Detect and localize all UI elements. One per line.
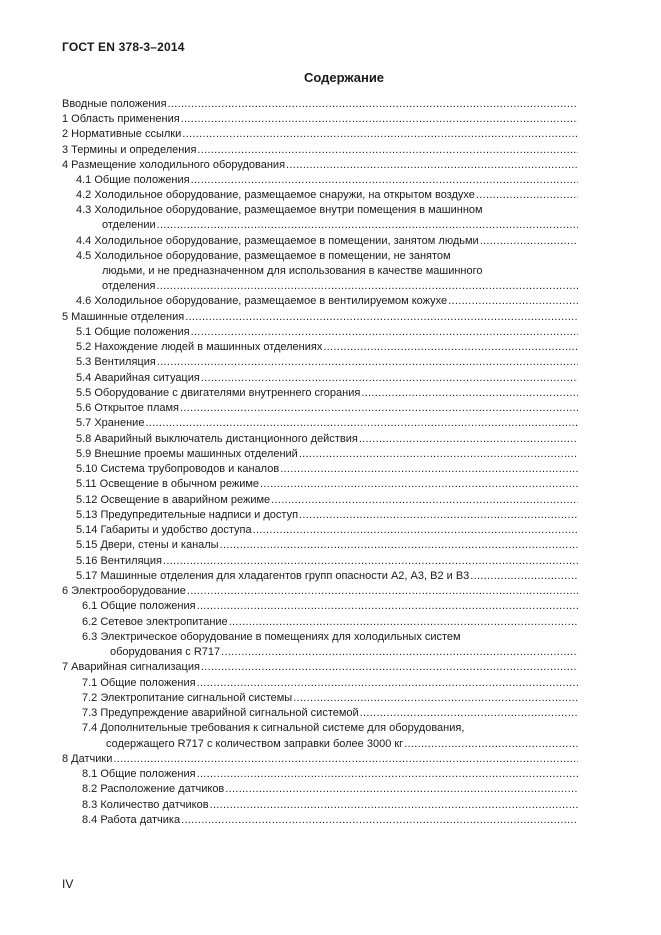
toc-entry-4-5[interactable]: отделения .....	[102, 279, 578, 294]
toc-entry-4-6[interactable]: 4.6 Холодильное оборудование, размещаемое в вентилируемом кожухе .....	[76, 294, 578, 309]
toc-entry-6[interactable]: 6 Электрооборудование .....	[62, 584, 578, 599]
toc-entry-5-1[interactable]: 5.1 Общие положения .....	[76, 325, 578, 340]
toc-entry-5-5[interactable]: 5.5 Оборудование с двигателями внутреннего сгорания .....	[76, 386, 578, 401]
toc-entry-5-6[interactable]: 5.6 Открытое пламя .....	[76, 401, 578, 416]
toc-entry-8-1[interactable]: 8.1 Общие положения .....	[82, 767, 578, 782]
toc-entry-intro[interactable]: Вводные положения .....	[62, 97, 578, 112]
toc-entry-7-4[interactable]: содержащего R717 с количеством заправки более 3000 кг .....	[106, 737, 578, 752]
toc-entry-4-3-line1[interactable]: 4.3 Холодильное оборудование, размещаемое внутри помещения в машинном	[76, 204, 483, 216]
toc-entry-5-3[interactable]: 5.3 Вентиляция .....	[76, 355, 578, 370]
toc-entry-5-7[interactable]: 5.7 Хранение .....	[76, 416, 578, 431]
page-number: IV	[62, 877, 74, 891]
toc-entry-5-8[interactable]: 5.8 Аварийный выключатель дистанционного действия .....	[76, 432, 578, 447]
toc-entry-4-4[interactable]: 4.4 Холодильное оборудование, размещаемое в помещении, занятом людьми .....	[76, 234, 578, 249]
toc-entry-5-2[interactable]: 5.2 Нахождение людей в машинных отделениях .....	[76, 340, 578, 355]
toc-entry-4[interactable]: 4 Размещение холодильного оборудования .....	[62, 158, 578, 173]
toc-entry-3[interactable]: 3 Термины и определения .....	[62, 143, 578, 158]
toc-entry-5-17[interactable]: 5.17 Машинные отделения для хладагентов групп опасности А2, А3, В2 и В3 .....	[76, 569, 578, 584]
toc-entry-5-15[interactable]: 5.15 Двери, стены и каналы .....	[76, 538, 578, 553]
toc-entry-5[interactable]: 5 Машинные отделения .....	[62, 310, 578, 325]
document-code: ГОСТ EN 378-3–2014	[62, 40, 185, 54]
toc-entry-5-12[interactable]: 5.12 Освещение в аварийном режиме .....	[76, 493, 578, 508]
toc-entry-5-4[interactable]: 5.4 Аварийная ситуация .....	[76, 371, 578, 386]
toc-entry-4-2[interactable]: 4.2 Холодильное оборудование, размещаемое снаружи, на открытом воздухе .....	[76, 188, 578, 203]
toc-entry-2[interactable]: 2 Нормативные ссылки .....	[62, 127, 578, 142]
toc-entry-6-2[interactable]: 6.2 Сетевое электропитание .....	[82, 615, 578, 630]
toc-entry-7[interactable]: 7 Аварийная сигнализация .....	[62, 660, 578, 675]
toc-entry-7-4-line1[interactable]: 7.4 Дополнительные требования к сигнальной системе для оборудования,	[82, 722, 465, 734]
toc-entry-5-16[interactable]: 5.16 Вентиляция .....	[76, 554, 578, 569]
toc-entry-8-3[interactable]: 8.3 Количество датчиков .....	[82, 798, 578, 813]
toc-entry-4-5-line2[interactable]: людьми, и не предназначенном для использования в качестве машинного	[102, 265, 483, 277]
toc-entry-4-1[interactable]: 4.1 Общие положения .....	[76, 173, 578, 188]
toc-entry-5-10[interactable]: 5.10 Система трубопроводов и каналов .....	[76, 462, 578, 477]
toc-entry-4-3[interactable]: отделении .....	[102, 218, 578, 233]
toc-entry-4-5-line1[interactable]: 4.5 Холодильное оборудование, размещаемое в помещении, не занятом	[76, 250, 451, 262]
toc-entry-7-1[interactable]: 7.1 Общие положения .....	[82, 676, 578, 691]
toc-entry-6-3-line1[interactable]: 6.3 Электрическое оборудование в помещениях для холодильных систем	[82, 631, 461, 643]
toc-entry-8-2[interactable]: 8.2 Расположение датчиков .....	[82, 782, 578, 797]
toc-entry-5-13[interactable]: 5.13 Предупредительные надписи и доступ .....	[76, 508, 578, 523]
toc-entry-5-9[interactable]: 5.9 Внешние проемы машинных отделений .....	[76, 447, 578, 462]
toc-entry-1[interactable]: 1 Область применения .....	[62, 112, 578, 127]
toc-entry-7-2[interactable]: 7.2 Электропитание сигнальной системы .....	[82, 691, 578, 706]
toc-entry-6-3[interactable]: оборудования с R717 .....	[110, 645, 578, 660]
toc-entry-8[interactable]: 8 Датчики .....	[62, 752, 578, 767]
toc-entry-8-4[interactable]: 8.4 Работа датчика .....	[82, 813, 578, 828]
toc-entry-5-11[interactable]: 5.11 Освещение в обычном режиме .....	[76, 477, 578, 492]
page-title: Содержание	[303, 70, 385, 85]
toc-entry-6-1[interactable]: 6.1 Общие положения .....	[82, 599, 578, 614]
toc-entry-5-14[interactable]: 5.14 Габариты и удобство доступа .....	[76, 523, 578, 538]
toc-entry-7-3[interactable]: 7.3 Предупреждение аварийной сигнальной системой .....	[82, 706, 578, 721]
